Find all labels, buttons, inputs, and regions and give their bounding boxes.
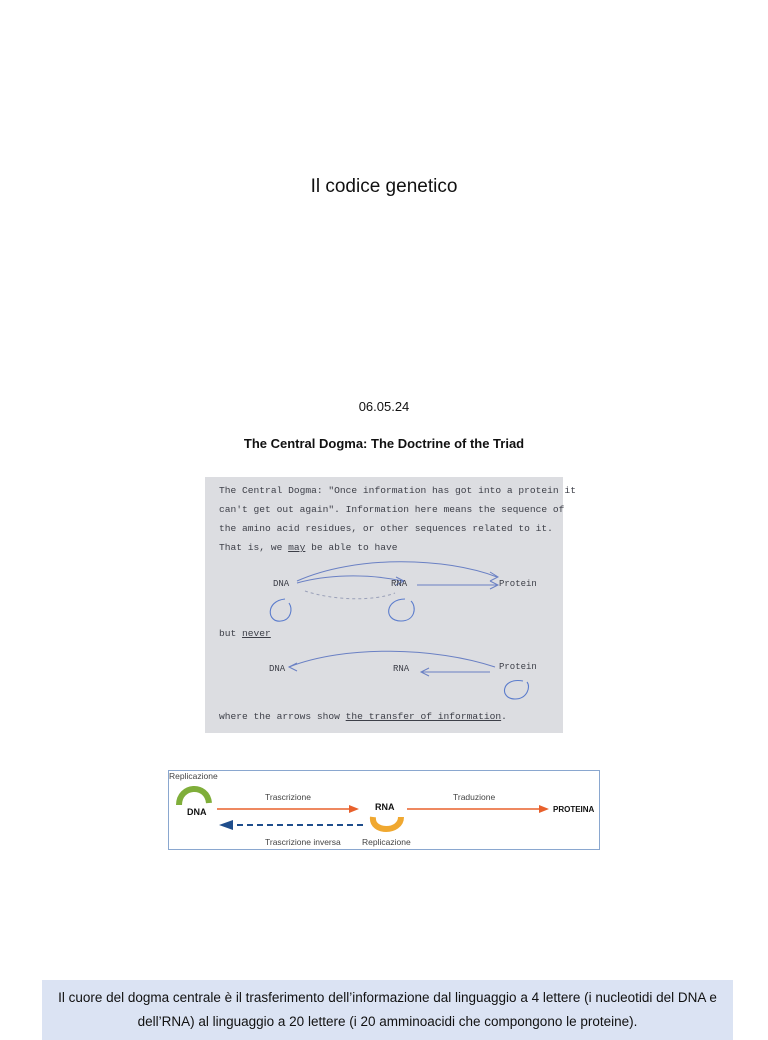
scan-top-protein: Protein (499, 579, 537, 589)
scan-top-rna: RNA (391, 579, 408, 589)
scan-line-4-post: be able to have (305, 542, 398, 553)
diagram-dna: DNA (187, 807, 207, 817)
scan-bottom-dna: DNA (269, 664, 286, 674)
scan-line-1: The Central Dogma: "Once information has got into a protein it (219, 485, 576, 496)
scan-where-pre: where the arrows show (219, 711, 346, 722)
scan-never: never (242, 628, 271, 639)
summary-note: Il cuore del dogma centrale è il trasferimento dell’informazione dal linguaggio a 4 lettere (i nucleotidi del DNA e dell’RNA) al linguaggio a 20 lettere (i 20 amminoacidi che compongono le proteine). (42, 980, 733, 1040)
central-dogma-scan (205, 477, 576, 733)
diagram-trascrizione: Trascrizione (265, 792, 311, 802)
date-label: 06.05.24 (358, 399, 410, 414)
scan-bottom-rna: RNA (393, 664, 410, 674)
scan-may: may (288, 542, 306, 553)
diagram-proteina: PROTEINA (553, 805, 595, 814)
diagram-traduzione: Traduzione (453, 792, 496, 802)
page-title: Il codice genetico (310, 176, 458, 197)
diagram-replicazione-bottom: Replicazione (362, 837, 411, 847)
scan-where-post: . (501, 711, 507, 722)
scan-arrows (205, 477, 563, 733)
scan-but: but (219, 628, 243, 639)
scan-line-4 (219, 542, 398, 553)
diagram-replicazione-top: Replicazione (169, 771, 218, 781)
scan-where-line (219, 711, 507, 722)
scan-but-line (219, 628, 271, 639)
diagram-trascrizione-inversa: Trascrizione inversa (265, 837, 341, 847)
scan-top-dna: DNA (273, 579, 290, 589)
central-dogma-diagram (168, 770, 600, 850)
scan-line-3: the amino acid residues, or other sequences related to it. (219, 523, 553, 534)
scan-where-link: the transfer of information (345, 711, 502, 722)
scan-bottom-protein: Protein (499, 662, 537, 672)
scan-line-4-pre: That is, we (219, 542, 289, 553)
section-subtitle: The Central Dogma: The Doctrine of the Triad (243, 436, 525, 451)
diagram-rna: RNA (375, 802, 395, 812)
scan-line-2: can't get out again". Information here means the sequence of (219, 504, 565, 515)
